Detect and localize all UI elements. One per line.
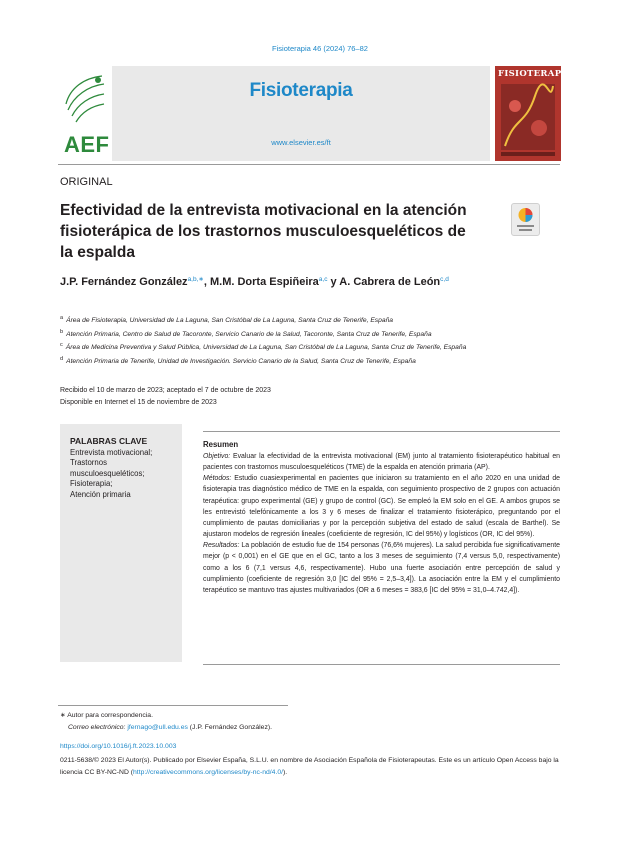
cover-art-icon bbox=[495, 66, 561, 161]
email-link[interactable]: jfernago@ull.edu.es bbox=[127, 723, 188, 731]
affiliation-item bbox=[60, 340, 560, 354]
crossmark-icon bbox=[512, 204, 539, 235]
keyword-item: Fisioterapia; bbox=[70, 479, 113, 489]
author-separator: y bbox=[327, 276, 340, 288]
author-affiliation-marks[interactable]: a,b,∗ bbox=[187, 276, 204, 283]
affiliation-mark: c bbox=[60, 342, 63, 349]
license-end: ). bbox=[283, 768, 288, 776]
journal-name[interactable]: Fisioterapia bbox=[249, 80, 353, 101]
doi-link[interactable]: https://doi.org/10.1016/j.ft.2023.10.003 bbox=[60, 743, 177, 750]
keyword-list bbox=[70, 448, 180, 500]
abstract-bottom-rule bbox=[203, 664, 560, 665]
online-date: Disponible en Internet el 15 de noviembre de 2023 bbox=[60, 398, 217, 406]
affiliation-mark: d bbox=[60, 355, 64, 362]
keyword-item: Atención primaria bbox=[70, 489, 131, 499]
author-name[interactable]: M.M. Dorta Espiñeira bbox=[209, 276, 319, 288]
affiliation-item bbox=[60, 327, 560, 341]
affiliation-list bbox=[60, 313, 560, 367]
abstract bbox=[203, 434, 560, 596]
email-owner: (J.P. Fernández González). bbox=[189, 723, 272, 731]
license-statement bbox=[60, 755, 560, 778]
author-list bbox=[60, 275, 560, 288]
keywords-box bbox=[60, 424, 182, 662]
affiliation-text: Área de Medicina Preventiva y Salud Pública, Universidad de La Laguna, San Cristóbal de La Laguna, Santa Cruz de Tenerife, España bbox=[65, 344, 467, 352]
aef-emblem-icon bbox=[58, 66, 112, 136]
objetivo-text: Evaluar la efectividad de la entrevista motivacional (EM) junto al tratamiento fisioterapéutico habitual en pacientes con trastornos musculoesqueléticos (TME) de la espalda en atención primaria (AP). bbox=[203, 453, 560, 472]
aef-logo-text: AEF bbox=[64, 132, 110, 157]
section-label: ORIGINAL bbox=[60, 176, 113, 188]
corresponding-author-note: ∗ Autor para correspondencia. bbox=[60, 712, 153, 719]
author-name[interactable]: A. Cabrera de León bbox=[339, 276, 441, 288]
journal-cover-thumbnail bbox=[495, 66, 573, 161]
affiliation-text: Atención Primaria, Centro de Salud de Tacoronte, Servicio Canario de la Salud, Tacoronte, Santa Cruz de Tenerife, España bbox=[66, 330, 432, 338]
abstract-body bbox=[203, 451, 560, 596]
received-accepted-date: Recibido el 10 de marzo de 2023; aceptado el 7 de octubre de 2023 bbox=[60, 387, 271, 394]
affiliation-item bbox=[60, 354, 560, 368]
author-affiliation-marks[interactable]: c,d bbox=[440, 276, 449, 283]
keyword-item: Trastornos musculoesqueléticos; bbox=[70, 458, 145, 478]
email-label: Correo electrónico: bbox=[68, 723, 126, 731]
journal-reference[interactable]: Fisioterapia 46 (2024) 76–82 bbox=[272, 44, 368, 53]
article-dates bbox=[60, 385, 560, 408]
author-affiliation-marks[interactable]: a,c bbox=[318, 276, 328, 283]
resultados-label: Resultados: bbox=[203, 542, 240, 550]
affiliation-text: Atención Primaria de Tenerife, Unidad de Investigación. Servicio Canario de la Salud, Santa Cruz de Tenerife, España bbox=[66, 357, 416, 365]
author-name[interactable]: J.P. Fernández González bbox=[60, 276, 188, 288]
footnote bbox=[60, 710, 272, 733]
abstract-top-rule bbox=[203, 431, 560, 432]
metodos-text: Estudio cuasiexperimental en pacientes que iniciaron su tratamiento en el año 2020 en una unidad de fisioterapia tras diagnóstico médico de TME en la espalda, con seguimiento prospectivo de 2 grupos con actuación terapéutica: grupo experimental (GE) y grupo de control (GC). Se empleó la EM solo en el GE. A ambos grupos se les entrevistó telefónicamente a los 3 y 6 meses de finalizar el tratamiento fisioterápico, preguntando por el cumplimiento de pautas domiciliarias y por la percepción subjetiva del estado de salud (escala de Barthel). Se ajustaron modelos de regresión lineales (coeficiente de regresión, IC del 95%) y logísticos (OR, IC del 95%). bbox=[203, 475, 560, 539]
header-divider bbox=[58, 164, 560, 165]
affiliation-mark: a bbox=[60, 315, 64, 321]
affiliation-text: Área de Fisioterapia, Universidad de La Laguna, San Cristóbal de La Laguna, Santa Cruz de Tenerife, España bbox=[66, 317, 394, 325]
author-separator: , bbox=[203, 276, 210, 288]
article-title: Efectividad de la entrevista motivacional en la atención fisioterápica de los trastornos musculoesqueléticos de la espalda bbox=[60, 202, 467, 261]
keyword-item: Entrevista motivacional; bbox=[70, 448, 153, 457]
objetivo-label: Objetivo: bbox=[203, 453, 231, 460]
cover-title: FISIOTERAPIA bbox=[498, 69, 573, 79]
affiliation-item bbox=[60, 313, 560, 327]
abstract-heading: Resumen bbox=[203, 440, 239, 449]
license-link[interactable]: http://creativecommons.org/licenses/by-nc-nd/4.0/ bbox=[133, 768, 284, 776]
check-for-updates-button[interactable] bbox=[511, 203, 540, 236]
keywords-heading: PALABRAS CLAVE bbox=[70, 436, 148, 446]
journal-url[interactable]: www.elsevier.es/ft bbox=[271, 138, 331, 147]
footnote-rule bbox=[58, 705, 288, 706]
affiliation-mark: b bbox=[60, 328, 64, 335]
metodos-label: Métodos: bbox=[203, 475, 232, 483]
resultados-text: La población de estudio fue de 154 personas (76,6% mujeres). La salud percibida fue significativamente mejor (p < 0,001) en el GE que en el GC, tanto a los 3 meses de seguimiento (7,4 versus 5,0, respectivamente) como a los 6 (7,1 versus 4,6, respectivamente). Hubo una fuerte asociación entre percepción de salud y cumplimiento (coeficiente de regresión 3,0 [IC del 95% = 2,5–3,4]). La asociación entre la EM y el cumplimiento terapéutico se mantuvo tras ajustes multivariados (OR a 6 meses = 383,6 [IC del 95% = 31,0–4.742,4]). bbox=[203, 542, 560, 594]
license-text: 0211-5638/© 2023 El Autor(s). Publicado por Elsevier España, S.L.U. en nombre de Asociación Española de Fisioterapeutas. Este es un artículo Open Access bajo la licencia CC BY-NC-ND ( bbox=[60, 757, 559, 776]
